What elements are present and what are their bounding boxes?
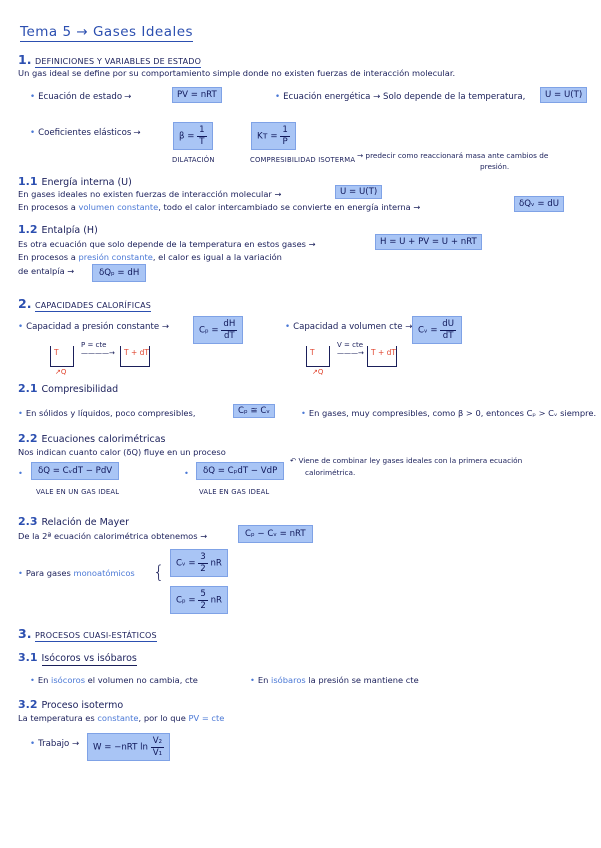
cup-after-p: T + dT <box>120 346 150 367</box>
eq2-note: VALE EN GAS IDEAL <box>199 488 270 496</box>
beta-box: β = $\frac{1}{T}$ <box>173 122 213 150</box>
eq-estado-box: PV = nRT <box>172 87 222 103</box>
cup-before-v: T <box>306 346 330 367</box>
cup-before-p: T <box>50 346 74 367</box>
cp-box: Cₚ = $\frac{dH}{dT}$ <box>193 316 243 344</box>
s21-b1: • En sólidos y líquidos, poco compresibles, <box>18 408 196 418</box>
coef-label: • Coeficientes elásticos → <box>30 128 141 138</box>
eq-energetica-box: U = U(T) <box>540 87 587 103</box>
bullet-icon: • <box>275 92 281 102</box>
section-3-heading: 3. PROCESOS CUASI-ESTÁTICOS <box>18 626 157 641</box>
section-3-1-heading: 3.1 Isócoros vs isóbaros <box>18 651 137 664</box>
compresibilidad-note: → predecir como reaccionará masa ante cambios de <box>357 151 549 160</box>
title-text: Tema 5 → Gases Ideales <box>20 24 194 40</box>
v-cte-arrow: V = cte ———→ <box>337 341 364 357</box>
s23-line1: De la 2ª ecuación calorimétrica obtenemos → <box>18 531 208 541</box>
section-2-heading: 2. CAPACIDADES CALORÍFICAS <box>18 296 152 311</box>
cv-label: • Capacidad a volumen cte → <box>285 322 413 332</box>
s11-line2: En procesos a volumen constante, todo el calor intercambiado se convierte en energía interna → <box>18 202 421 212</box>
section-1-1-heading: 1.1 Energía interna (U) <box>18 175 132 188</box>
cp-label: • Capacidad a presión constante → <box>18 322 170 332</box>
h-box: H = U + PV = U + nRT <box>375 234 482 250</box>
calorimetric-eq-2: δQ = CₚdT − VdP <box>196 462 284 480</box>
dilatacion-label: DILATACIÓN <box>172 156 215 164</box>
section-2-2-heading: 2.2 Ecuaciones calorimétricas <box>18 432 166 445</box>
bullet-icon: • <box>30 92 36 102</box>
s22-intro: Nos indican cuanto calor (δQ) fluye en un proceso <box>18 447 226 457</box>
qp-box: δQₚ = dH <box>92 264 146 282</box>
cv-box: Cᵥ = $\frac{dU}{dT}$ <box>412 316 462 344</box>
eq-energetica-label: • Ecuación energética → Solo depende de la temperatura, <box>275 92 526 102</box>
s1-intro: Un gas ideal se define por su comportamiento simple donde no existen fuerzas de interacción molecular. <box>18 68 456 78</box>
s23-mono: • Para gases monoatómicos <box>18 568 135 578</box>
brace-icon: { <box>153 562 165 583</box>
trabajo-label: • Trabajo → <box>30 739 80 749</box>
s32-line1: La temperatura es constante, por lo que PV = cte <box>18 713 225 723</box>
s11-line1: En gases ideales no existen fuerzas de interacción molecular → <box>18 189 282 199</box>
s12-line3: de entalpía → <box>18 266 75 276</box>
section-2-1-heading: 2.1 Compresibilidad <box>18 382 119 395</box>
bullet-icon: • <box>18 408 23 418</box>
bullet-icon: • <box>30 739 36 749</box>
u-box: U = U(T) <box>335 185 382 199</box>
k-box: Kᴛ = $\frac{1}{P}$ <box>251 122 296 150</box>
mono-cp-box: Cₚ = $\frac{5}{2}$ nR <box>170 586 228 614</box>
mayer-box: Cₚ − Cᵥ = nRT <box>238 525 313 543</box>
bullet-icon: • <box>18 322 24 332</box>
mono-cv-box: Cᵥ = $\frac{3}{2}$ nR <box>170 549 228 577</box>
bullet-icon: • <box>184 468 189 478</box>
section-1-heading <box>18 52 201 67</box>
bullet-icon: • <box>18 468 23 478</box>
cp-approx-cv-box: Cₚ ≅ Cᵥ <box>233 404 275 418</box>
bullet-icon: • <box>301 408 306 418</box>
bullet-icon: • <box>285 322 291 332</box>
compresibilidad-note-2: presión. <box>480 162 510 171</box>
s22-side-note: ↶ Viene de combinar ley gases ideales con la primera ecuación <box>290 456 523 465</box>
s31-b2: • En isóbaros la presión se mantiene cte <box>250 675 419 685</box>
eq1-note: VALE EN UN GAS IDEAL <box>36 488 120 496</box>
compresibilidad-label: COMPRESIBILIDAD ISOTERMA <box>250 156 356 164</box>
section-title: DEFINICIONES Y VARIABLES DE ESTADO <box>34 57 202 66</box>
bullet-icon: • <box>30 675 35 685</box>
bullet-icon: • <box>18 568 23 578</box>
calorimetric-eq-1: δQ = CᵥdT − PdV <box>31 462 119 480</box>
section-number: 1. <box>18 52 32 67</box>
page-title <box>20 24 193 40</box>
bullet-icon: • <box>30 128 36 138</box>
eq-estado-label: • Ecuación de estado → <box>30 92 132 102</box>
work-box: W = −nRT ln $\frac{\text{V₂}}{\text{V₁}}$ <box>87 733 170 761</box>
qv-box: δQᵥ = dU <box>514 196 564 212</box>
section-3-2-heading: 3.2 Proceso isotermo <box>18 698 124 711</box>
section-2-3-heading: 2.3 Relación de Mayer <box>18 515 129 528</box>
heat-flame-icon: ↗Q <box>55 368 67 376</box>
s12-line2: En procesos a presión constante, el calor es igual a la variación <box>18 252 282 262</box>
s31-b1: • En isócoros el volumen no cambia, cte <box>30 675 198 685</box>
s21-b2: • En gases, muy compresibles, como β > 0, entonces Cₚ > Cᵥ siempre. <box>301 408 597 418</box>
section-1-2-heading: 1.2 Entalpía (H) <box>18 223 98 236</box>
bullet-icon: • <box>250 675 255 685</box>
heat-flame-icon: ↗Q <box>312 368 324 376</box>
p-cte-arrow: P = cte ————→ <box>81 341 115 357</box>
s12-line1: Es otra ecuación que solo depende de la temperatura en estos gases → <box>18 239 316 249</box>
cup-after-v: T + dT <box>367 346 397 367</box>
s22-side-note-2: calorimétrica. <box>305 468 356 477</box>
